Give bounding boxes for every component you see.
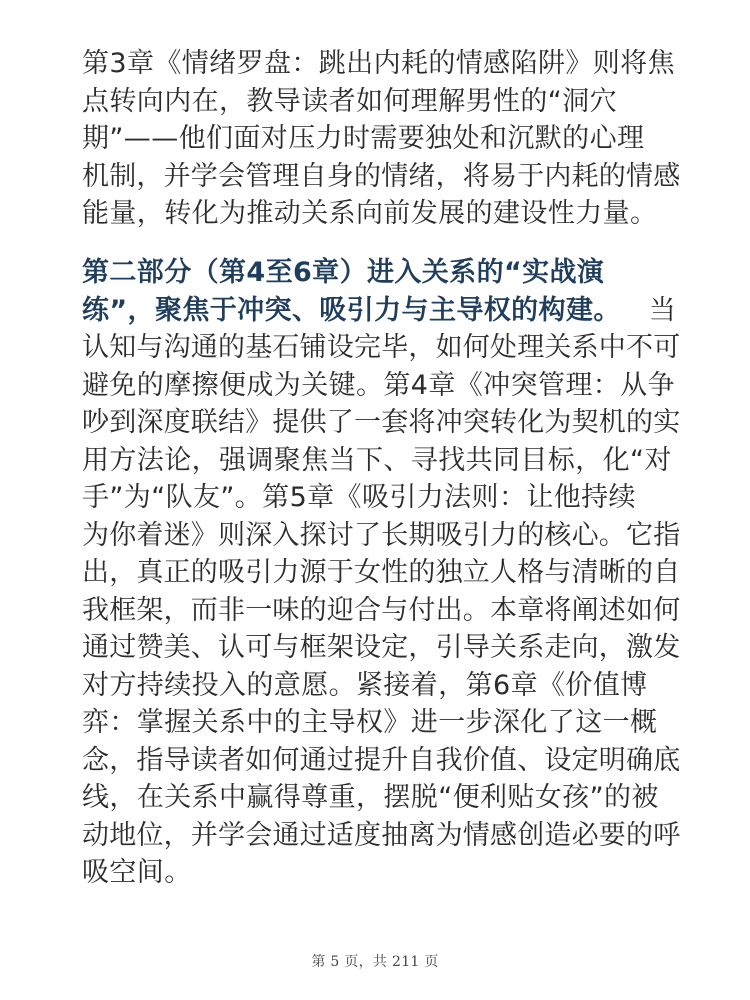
section-heading-line bbox=[82, 254, 670, 292]
text-line: 吵到深度联结》提供了一套将冲突转化为契机的实 bbox=[82, 407, 681, 438]
page-number-footer: 第 5 页，共 211 页 bbox=[311, 954, 439, 970]
text-line: 第3章《情绪罗盘：跳出内耗的情感陷阱》则将焦 bbox=[82, 48, 675, 79]
paragraph-chapter3 bbox=[82, 45, 681, 233]
text-line: 我框架，而非一味的迎合与付出。本章将阐述如何 bbox=[82, 594, 681, 626]
text-line: 弈：掌握关系中的主导权》进一步深化了这一概 bbox=[82, 707, 658, 738]
text-line: 点转向内在，教导读者如何理解男性的“洞穴 bbox=[82, 85, 617, 117]
text-line: 避免的摩擦便成为关键。第4章《冲突管理：从争 bbox=[82, 369, 675, 401]
text-line: 动地位，并学会通过适度抽离为情感创造必要的呼 bbox=[82, 819, 681, 851]
text-line: 手”为“队友”。第5章《吸引力法则：让他持续 bbox=[82, 482, 636, 513]
text-line: 线，在关系中赢得尊重，摆脱“便利贴女孩”的被 bbox=[82, 782, 659, 813]
section-heading-line bbox=[82, 292, 677, 330]
text-line: 念，指导读者如何通过提升自我价值、设定明确底 bbox=[82, 744, 681, 776]
text-line: 出，真正的吸引力源于女性的独立人格与清晰的自 bbox=[82, 557, 681, 588]
body-text-start: 当 bbox=[648, 294, 677, 326]
text-line: 通过赞美、认可与框架设定，引导关系走向，激发 bbox=[82, 632, 681, 663]
text-line: 对方持续投入的意愿。紧接着，第6章《价值博 bbox=[82, 669, 648, 701]
text-line: 能量，转化为推动关系向前发展的建设性力量。 bbox=[82, 198, 658, 229]
text-line: 为你着迷》则深入探讨了长期吸引力的核心。它指 bbox=[82, 519, 681, 551]
text-line: 吸空间。 bbox=[82, 857, 192, 888]
text-line: 机制，并学会管理自身的情绪，将易于内耗的情感 bbox=[82, 160, 681, 192]
text-line: 期”——他们面对压力时需要独处和沉默的心理 bbox=[82, 123, 645, 154]
text-line: 用方法论，强调聚焦当下、寻找共同目标，化“对 bbox=[82, 444, 672, 476]
paragraph-part-two bbox=[82, 254, 681, 892]
section-heading-text: 练”，聚焦于冲突、吸引力与主导权的构建。 bbox=[82, 294, 621, 326]
text-line: 认知与沟通的基石铺设完毕，如何处理关系中不可 bbox=[82, 332, 681, 363]
section-heading-text: 第二部分（第4至6章）进入关系的“实战演 bbox=[82, 257, 605, 288]
